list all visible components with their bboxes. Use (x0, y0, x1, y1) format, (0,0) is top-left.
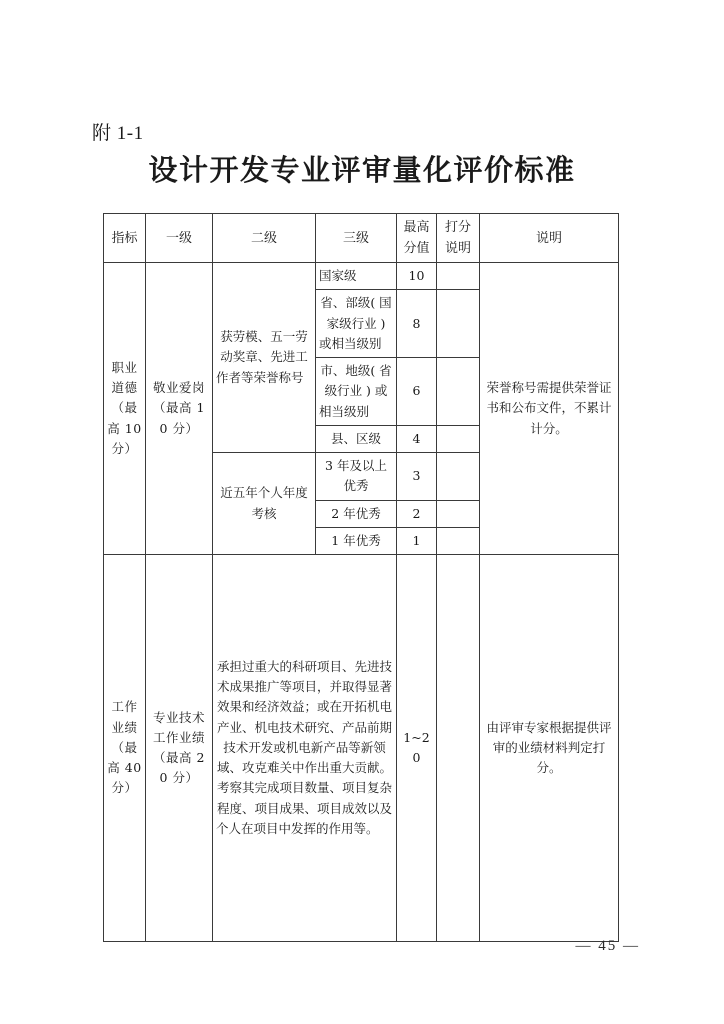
cell-score-two-years: 2 (397, 500, 437, 527)
cell-level3-county: 县、区级 (316, 425, 397, 452)
cell-score-national: 10 (397, 263, 437, 290)
header-level1: 一级 (146, 214, 213, 263)
header-max-score-line1: 最高 (403, 220, 430, 235)
header-description: 说明 (480, 214, 619, 263)
cell-score-county: 4 (397, 425, 437, 452)
page-number-footer: — 45 — (575, 938, 640, 954)
cell-scoring-note-city[interactable] (437, 358, 480, 426)
page-title: 设计开发专业评审量化评价标准 (148, 153, 576, 187)
evaluation-table-container (103, 213, 618, 942)
cell-score-provincial: 8 (397, 290, 437, 358)
table-header-row (104, 214, 619, 263)
cell-scoring-note-three-years[interactable] (437, 453, 480, 501)
header-scoring-note-line1: 打分 (444, 220, 471, 235)
cell-score-one-year: 1 (397, 527, 437, 554)
cell-score-city: 6 (397, 358, 437, 426)
header-max-score-line2: 分值 (403, 241, 430, 257)
cell-level3-one-year: 1 年优秀 (316, 527, 397, 554)
cell-indicator-group2: 工作业绩（最高 40 分） (104, 555, 146, 942)
cell-description-group1: 荣誉称号需提供荣誉证书和公布文件，不累计计分。 (480, 263, 619, 555)
cell-scoring-note-one-year[interactable] (437, 527, 480, 554)
cell-level3-national: 国家级 (316, 263, 397, 290)
table-row (104, 263, 619, 290)
cell-level1-group2: 专业技术工作业绩（最高 20 分） (146, 555, 213, 942)
cell-level3-two-years: 2 年优秀 (316, 500, 397, 527)
cell-scoring-note-national[interactable] (437, 263, 480, 290)
cell-level3-city: 市、地级( 省级行业 ) 或相当级别 (316, 358, 397, 426)
table-row (104, 555, 619, 942)
header-indicator: 指标 (104, 214, 146, 263)
cell-scoring-note-professional-achievement[interactable] (437, 555, 480, 942)
cell-scoring-note-two-years[interactable] (437, 500, 480, 527)
evaluation-criteria-table (103, 213, 619, 942)
cell-scoring-note-county[interactable] (437, 425, 480, 452)
header-scoring-note (437, 214, 480, 263)
cell-level2-honors: 获劳模、五一劳动奖章、先进工作者等荣誉称号 (213, 263, 316, 453)
cell-level1-group1: 敬业爱岗（最高 10 分） (146, 263, 213, 555)
header-max-score (397, 214, 437, 263)
cell-level2-annual-review: 近五年个人年度考核 (213, 453, 316, 555)
cell-level3-provincial: 省、部级( 国家级行业 ) 或相当级别 (316, 290, 397, 358)
cell-scoring-note-provincial[interactable] (437, 290, 480, 358)
header-level2: 二级 (213, 214, 316, 263)
attachment-label: 附 1-1 (92, 123, 144, 144)
cell-indicator-group1: 职业道德（最高 10 分） (104, 263, 146, 555)
cell-level3-three-years: 3 年及以上优秀 (316, 453, 397, 501)
header-level3: 三级 (316, 214, 397, 263)
cell-score-three-years: 3 (397, 453, 437, 501)
cell-level2-professional-achievement: 承担过重大的科研项目、先进技术成果推广等项目，并取得显著效果和经济效益；或在开拓机电产业、机电技术研究、产品前期技术开发或机电新产品等新领域、攻克难关中作出重大贡献。考察其完成项目数量、项目复杂程度、项目成果、项目成效以及个人在项目中发挥的作用等。 (213, 555, 397, 942)
header-scoring-note-line2: 说明 (444, 241, 471, 257)
cell-description-group2: 由评审专家根据提供评审的业绩材料判定打分。 (480, 555, 619, 942)
cell-score-professional-achievement: 1~20 (397, 555, 437, 942)
